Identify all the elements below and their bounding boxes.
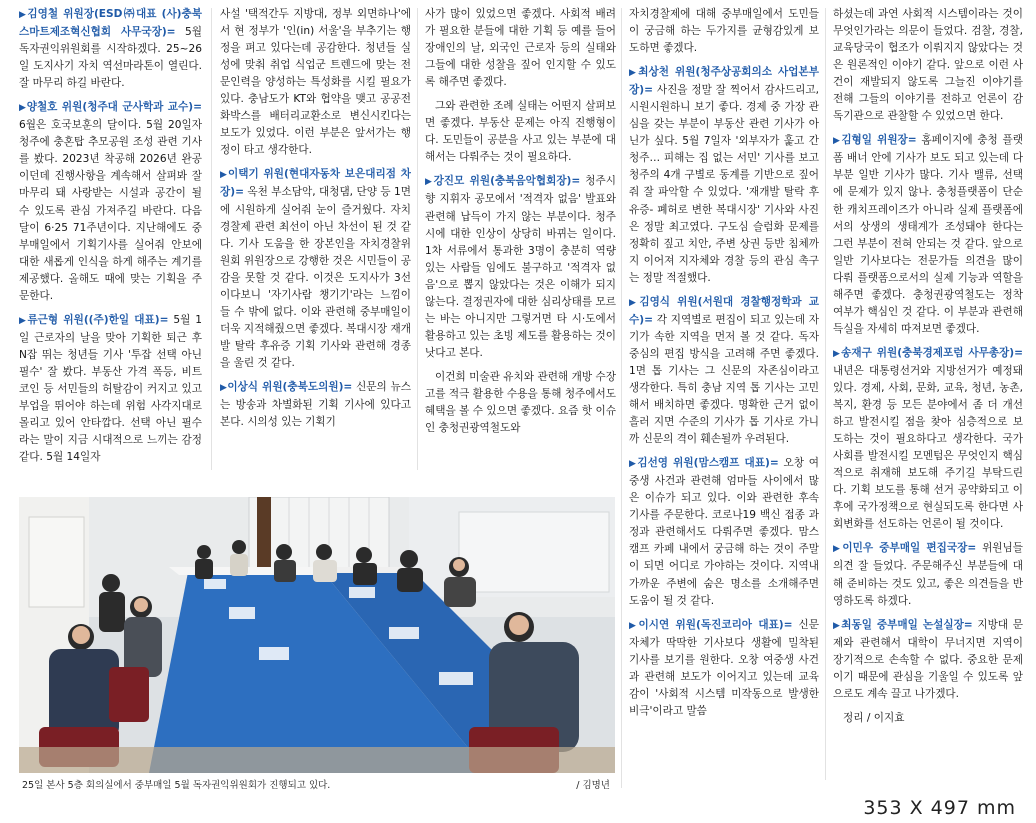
speaker-name: 김영철 위원장(ESD㈜대표 (사)충북스마트제조혁신협회 사무국장)= [19,8,202,39]
article-column-1 [19,6,202,468]
paragraph-text: 5월 1일 근로자의 날을 맞아 기획한 퇴근 후 N잡 뛰는 청년들 기사 '투잡 선택 아닌 필수' 잘 봤다. 부동산 가격 폭등, 비트코인 등 서민들의 허탈감이 커지고 있고 부업을 뛰어야 하는데 위험 사각지대로 몰리고 있어 안타깝다. 선택 아닌 필수라는 말이 지금 시대적으로 느끼는 감정 같다. 5월 14일자 [19,313,202,464]
article-paragraph [833,540,1023,609]
article-column-2 [220,6,411,468]
speaker-name: 이상식 위원(충북도의원)= [227,380,353,393]
speaker-name: 최상천 위원(청주상공회의소 사업본부장)= [629,66,819,97]
paragraph-text: 각 지역별로 편집이 되고 있는데 자기가 속한 지역을 먼저 볼 것 같다. 독자중심의 편집 방식을 고려해 주면 좋겠다. 1면 톱 기사는 그 신문의 자존심이라고 생각한다. 특히 충남 지역 톱 기사는 고민해서 배치하면 좋겠다. 명확한 근거 없이 흘러 지면 수준의 기사가 톱 기사로 가니까 신문의 격이 훼손될까 우려된다. [629,313,819,446]
paragraph-text: 홈페이지에 충청 플랫폼 배너 안에 기사가 보도 되고 있는데 다부분 일반 기사가 많다. 기사 밸류, 선택에 문제가 있지 않나. 충청플랫폼이 단순한 캐치프레이즈가 아니라 실제 플랫폼에서의 상생의 생태계가 조성돼야 한다는 그런 부분이 전혀 안되는 것 같다. 앞으로 일반 기사보다는 전문가들 의견을 많이 다뤄 플랫폼으로서의 실제 기능과 역할을 해주면 좋겠다. 충청권광역철도는 정착 여부가 핵심인 것 같다. 이 부분과 관련해 득실을 자세히 따져보면 좋겠다. [833,134,1023,335]
article-paragraph [833,345,1023,534]
article-paragraph [220,6,411,159]
triangle-bullet-icon: ▶ [833,544,843,555]
article-paragraph [425,369,616,437]
speaker-name: 류근형 위원((주)한일 대표)= [27,313,169,326]
speaker-name: 최동일 중부매일 논설실장= [841,618,973,631]
article-column-3 [425,6,616,468]
article-paragraph [425,98,616,166]
speaker-name: 강진모 위원(충북음악협회장)= [433,175,581,188]
paragraph-text: 정리 / 이지효 [843,711,905,724]
triangle-bullet-icon: ▶ [425,177,434,188]
meeting-photo [19,497,615,773]
paragraph-text: 신문 자체가 딱딱한 기사보다 생활에 밀착된 기사를 보기를 원한다. 오창 여중생 사건과 관련해 보도가 이어지고 있는데 교육감이 '사회적 시스템 미작동으로 발생한 비극'이라고 말씀 [629,618,819,717]
article-paragraph [629,455,819,609]
article-paragraph [425,173,616,362]
article-paragraph [425,6,616,91]
triangle-bullet-icon: ▶ [220,382,228,393]
triangle-bullet-icon: ▶ [833,348,842,359]
article-paragraph [833,617,1023,703]
paragraph-text: 위원님들 의견 잘 들었다. 주문해주신 부분들에 대해 준비하는 것도 있고, 좋은 의견들을 반영하도록 하겠다. [833,542,1023,607]
triangle-bullet-icon: ▶ [833,136,842,147]
speaker-name: 양철호 위원(청주대 군사학과 교수)= [26,101,202,114]
speaker-name: 이시연 위원(독진코리아 대표)= [638,618,793,631]
speaker-name: 김형일 위원장= [841,134,917,147]
triangle-bullet-icon: ▶ [629,459,638,470]
paragraph-text: 자치경찰제에 대해 중부매일에서 도민들이 궁금해 하는 두가지를 균형감있게 보도하면 좋겠다. [629,8,819,55]
article-paragraph [220,166,411,372]
speaker-name: 김선영 위원(맘스캠프 대표)= [637,457,779,470]
column-divider [211,8,212,470]
article-column-5 [833,6,1023,778]
article-paragraph [629,6,819,57]
speaker-name: 이택기 위원(현대자동차 보은대리점 차장)= [220,168,411,199]
paragraph-text: 6월은 호국보훈의 달이다. 5월 20일자 청주에 충혼탑 추모공원 조성 관련 기사를 봤다. 2023년 착공해 2026년 완공이던데 진행사항을 계속해서 살펴봐 잘 마무리 돼 사랑받는 시설과 공간이 될 수 있도록 관심 가져주길 바란다. 다음달이 6·25 71주년이다. 지난해에도 중부매일에서 기획기사를 실어줘 안보에 대한 새롭게 인식을 하게 해주는 계기를 제공했다. 올해도 때에 맞는 기획을 주문한다. [19,119,202,302]
triangle-bullet-icon: ▶ [833,620,842,631]
speaker-name: 김영식 위원(서원대 경찰행정학과 교수)= [629,295,819,326]
paragraph-text: 오창 여중생 사건과 관련해 엄마들 사이에서 많은 이슈가 되고 있다. 이와 관련한 후속 기사를 주문한다. 코로나19 백신 접종 과정과 관련해서도 다뤄주면 좋겠다. 맘스캠프 카페 내에서 궁금해 하는 것이 주말이 되면 어디로 가야하는 것이다. 지역내 가까운 주변에 숨은 명소를 소개해주면 도움이 될 것 같다. [629,457,819,607]
article-column-4 [629,6,819,786]
paragraph-text: 지방대 문제와 관련해서 대학이 무너지면 지역이 장기적으로 손속할 수 없다. 중요한 문제이기 때문에 관심을 기울일 수 있도록 앞으로도 계속 끌고 나가겠다. [833,618,1023,700]
speaker-name: 이민우 중부매일 편집국장= [842,542,977,555]
triangle-bullet-icon: ▶ [19,10,28,20]
article-paragraph [629,617,819,720]
article-paragraph [629,64,819,287]
article-paragraph [19,99,202,305]
paragraph-text: 이건희 미술관 유치와 관련해 개방 수장고를 적극 활용한 수용을 통해 청주에서도 혜택을 볼 수 있으면 좋겠다. 요즘 핫 이슈인 충청권광역철도와 [425,370,616,435]
page-size-label: 353 X 497 mm [863,797,1016,819]
article-paragraph [833,6,1023,125]
article-paragraph [19,312,202,466]
article-paragraph [833,132,1023,338]
paragraph-text: 사설 '택적간두 지방대, 정부 외면하나'에서 현 정부가 '인(in) 서울'을 부추기는 행정을 펴고 있다는데 공감한다. 청년들 실성에 맞춰 취업 식업군 트렌드에 맞는 전문인력을 양성하는 특성화를 시킬 필요가 있다. 충남도가 KT와 협약을 맺고 공공전화박스를 배터리교환소로 변신시킨다는 보도가 있었다. 이런 부분은 앞서가는 행정이 타고 생각한다. [220,8,411,157]
photo-credit: / 김명년 [576,780,610,791]
article-paragraph [833,710,1023,727]
triangle-bullet-icon: ▶ [19,103,27,114]
triangle-bullet-icon: ▶ [19,315,28,326]
column-divider [417,8,418,470]
article-paragraph [220,379,411,431]
column-divider [825,8,826,780]
photo-caption: 25일 본사 5층 회의실에서 중부매일 5월 독자권익위원회가 진행되고 있다. [22,780,331,791]
paragraph-text: 사진을 정말 잘 찍어서 감사드리고, 시원시원하니 보기 좋다. 경제 중 가장 관심을 갖는 부분이 부동산 관련 기사가 아닌가 싶다. 5월 7일자 '외부자가 훑고 간 청주… 피해는 집 없는 서민' 기사를 보고 청주의 4개 구별로 동계를 기반으로 짚어줘 잘 파악할 수 있었다. '재개발 탈락 후유증- 폐허로 변한 복대시장' 기사와 사진은 정말 최고였다. 구도심 슬럼화 문제를 정확히 짚고 치안, 주변 상권 등반 침체까지 이어져 지자체와 경찰 등의 관심 촉구는 정말 적절했다. [629,84,819,284]
paragraph-text: 옥천 부소담악, 대청댐, 단양 등 1면에 시원하게 실어줘 눈이 즐거웠다. 자치경찰제 관련 최선이 아닌 차선이 된 것 같다. 기사 도움을 한 장본인을 자치경찰위원회 위원장으로 강행한 것은 시민들이 공감을 못할 것 같다. 이것은 도지사가 3선이다보니 '자기사람 챙기기'라는 느낌이 들 수 밖에 없다. 이와 관련해 중부매일이 더욱 지적해줬으면 좋겠다. 복대시장 재개발 탈락 후유증 기획 기사와 관련해 경종을 울린 것 같다. [220,186,411,369]
paragraph-text: 사가 많이 있었으면 좋겠다. 사회적 배려가 필요한 분들에 대한 기획 등 예를 들어 장애인의 날, 외국인 근로자 등의 실태와 그들에 대한 성찰을 짚어 인지할 수 있도록 해주면 좋겠다. [425,8,616,89]
triangle-bullet-icon: ▶ [220,170,229,181]
paragraph-text: 청주시향 지휘자 공모에서 '적격자 없음' 발표와 관련해 납득이 가지 않는 부분이다. 청주시에 대한 인상이 상당히 바뀌는 일이다. 1차 서류에서 통과한 3명이 충분히 역량 있는 사람들 임에도 불구하고 '적격자 없음'으로 뽑지 않았다는 것은 이해가 되지 않는다. 결정권자에 대한 심리상태를 모르는 바는 아니지만 그렇거면 타 시·도에서 활용하고 있는 초빙 제도를 활용하는 것이 낫다고 본다. [425,175,616,359]
article-paragraph [629,294,819,448]
photo-caption-bar [22,779,612,793]
triangle-bullet-icon: ▶ [629,620,639,631]
triangle-bullet-icon: ▶ [629,297,640,308]
paragraph-text: 5월 독자권익위원회를 시작하겠다. 25~26일 도지사기 자치 역선마라톤이 열린다. 잘 마무리 하길 바란다. [19,26,202,90]
column-divider [621,8,622,788]
paragraph-text: 하셨는데 과연 사회적 시스템이라는 것이 무엇인가라는 의문이 들었다. 검찰, 경찰, 교육당국이 협조가 이뤄지지 않았다는 것은 원론적인 이야기 같다. 앞으로 이런 사건이 재발되지 않도록 그늘진 이야기를 전해 그들의 이야기를 전하고 언론이 감독기관으로 관찰할 수 있었으면 한다. [833,8,1023,123]
paragraph-text: 그와 관련한 조례 실태는 어떤지 살펴보면 좋겠다. 부동산 문제는 아직 진행형이다. 도민들이 공분을 사고 있는 부분에 대해서는 다뤄주는 것이 필요하다. [425,100,616,164]
paragraph-text: 내년은 대통령선거와 지방선거가 예정돼 있다. 경제, 사회, 문화, 교육, 청년, 농촌, 복지, 환경 등 모든 분야에서 좀 더 개선하고 발전시킬 점을 찾아 심층적으로 보도하는 것이 필요하다고 생각한다. 국가사회를 발전시킬 모멘텀은 무엇인지 핵심적으로 취재해 보도해 주기길 부탁드린다. 기획 보도를 통해 선거 공약화되고 이후에 국가정책으로 현실되도록 한다면 사회변화를 선도하는 언론이 될 것이다. [833,364,1023,531]
speaker-name: 송재구 위원(충북경제포럼 사무총장)= [841,346,1023,359]
triangle-bullet-icon: ▶ [629,68,639,79]
article-paragraph [19,6,202,92]
paragraph-text: 신문의 뉴스는 방송과 차별화된 기획 기사에 있다고 본다. 시의성 있는 기획기 [220,380,411,429]
